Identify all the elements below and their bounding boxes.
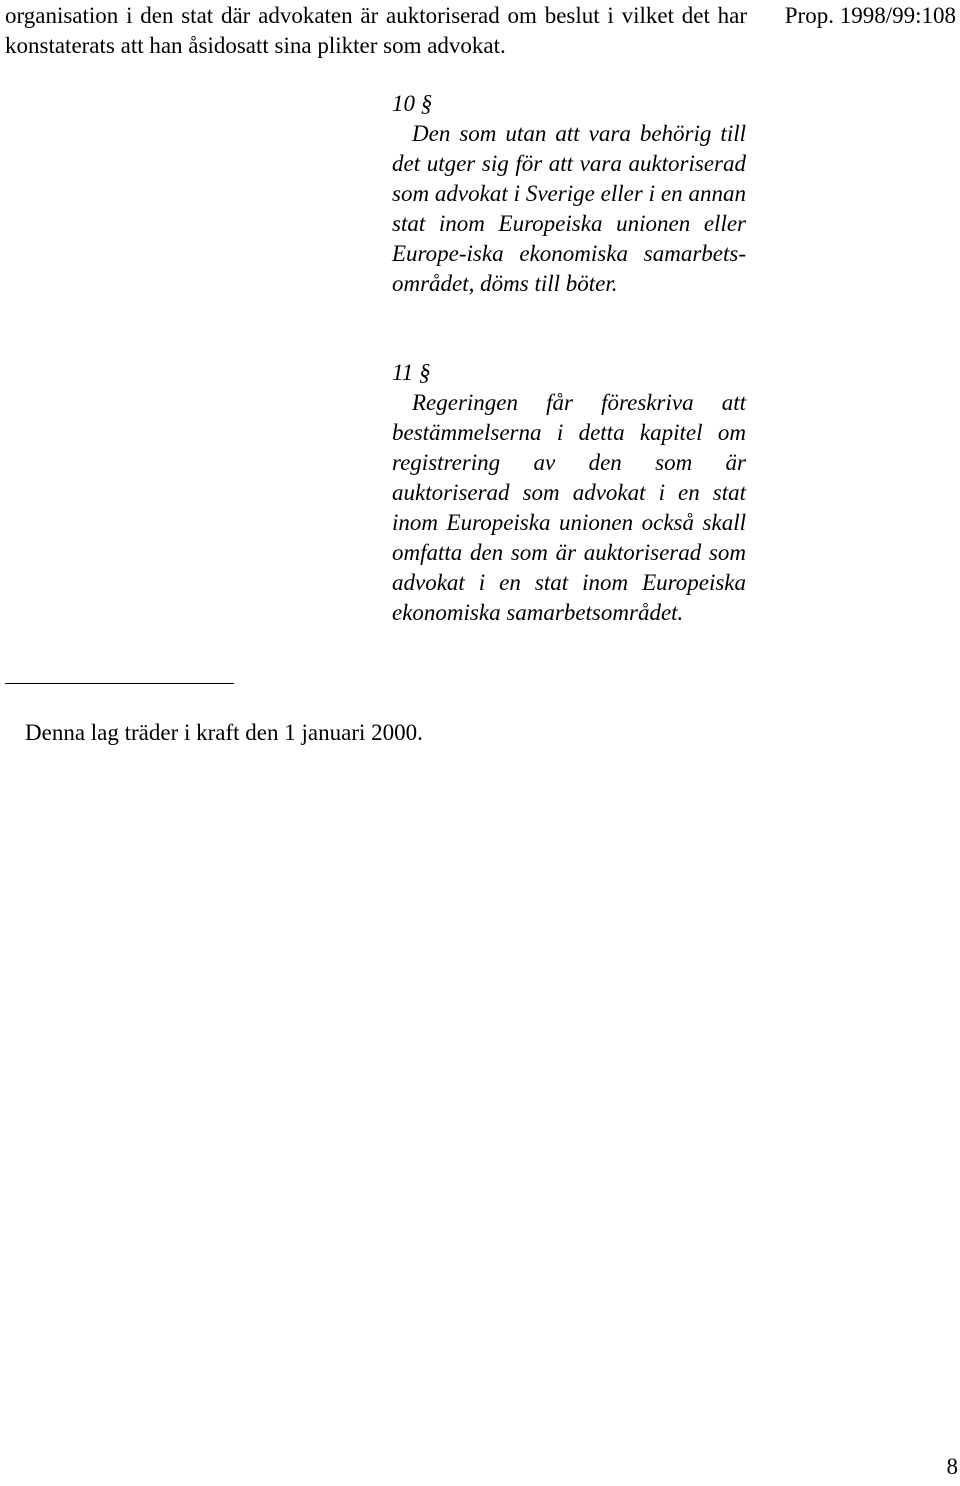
page-number: 8	[946, 1454, 958, 1479]
section-10-heading: 10 §	[392, 91, 433, 116]
divider-rule	[5, 683, 234, 684]
section-10	[392, 89, 746, 299]
section-11-heading: 11 §	[392, 360, 431, 385]
effective-date-statement: Denna lag träder i kraft den 1 januari 2000.	[25, 720, 423, 745]
section-10-text: Den som utan att vara behörig till det utger sig för att vara auktoriserad som advokat i Sverige eller i en annan stat inom Europeiska unionen eller Europe-iska ekonomiska samarbets-området, döms till böter.	[392, 121, 746, 296]
section-11-text: Regeringen får föreskriva att bestämmelserna i detta kapitel om registrering av den som är auktoriserad som advokat i en stat inom Europeiska unionen också skall omfatta den som är auktoriserad som advokat i en stat inom Europeiska ekonomiska samarbetsområdet.	[392, 390, 746, 625]
continued-paragraph-text: organisation i den stat där advokaten är auktoriserad om beslut i vilket det har konstaterats att han åsidosatt sina plikter som advokat.	[5, 3, 747, 58]
continued-paragraph	[5, 1, 747, 61]
section-11	[392, 358, 746, 628]
proposition-reference: Prop. 1998/99:108	[784, 3, 956, 28]
